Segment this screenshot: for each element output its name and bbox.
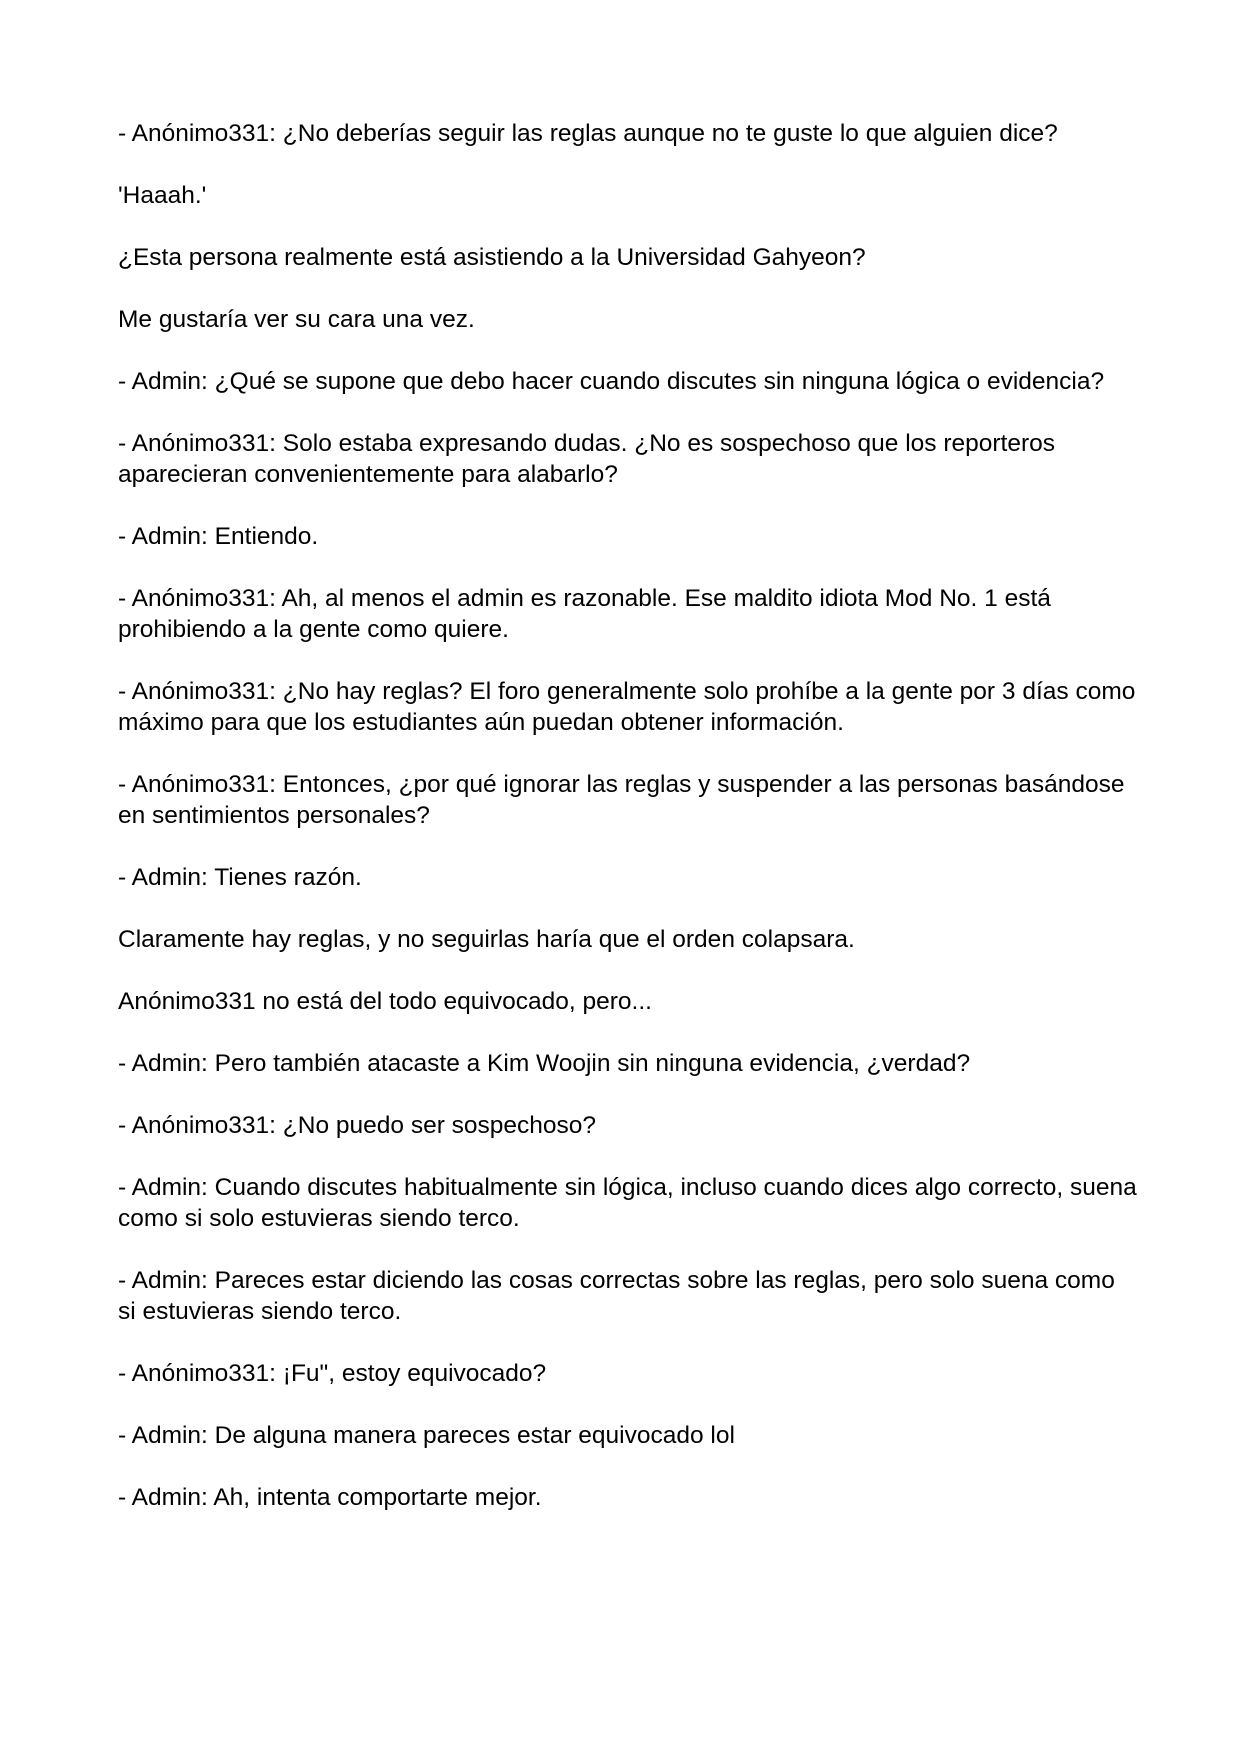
paragraph: ¿Esta persona realmente está asistiendo a la Universidad Gahyeon?	[118, 244, 866, 271]
paragraph: - Admin: ¿Qué se supone que debo hacer cuando discutes sin ninguna lógica o evidencia?	[118, 368, 1105, 395]
paragraph: - Admin: De alguna manera pareces estar equivocado lol	[118, 1422, 735, 1449]
paragraph: - Admin: Pareces estar diciendo las cosas correctas sobre las reglas, pero solo suena como si estuvieras siendo terco.	[118, 1267, 1115, 1325]
paragraph: - Anónimo331: Solo estaba expresando dudas. ¿No es sospechoso que los reporteros aparecieran convenientemente para alabarlo?	[118, 430, 1056, 488]
paragraph: - Admin: Cuando discutes habitualmente sin lógica, incluso cuando dices algo correcto, suena como si solo estuvieras siendo terco.	[118, 1174, 1137, 1232]
paragraph: - Anónimo331: ¿No puedo ser sospechoso?	[118, 1112, 597, 1139]
document-body	[118, 118, 1138, 1544]
paragraph: Anónimo331 no está del todo equivocado, pero...	[118, 988, 652, 1015]
paragraph: Me gustaría ver su cara una vez.	[118, 306, 475, 333]
paragraph: 'Haaah.'	[118, 182, 207, 209]
paragraph: - Anónimo331: Entonces, ¿por qué ignorar las reglas y suspender a las personas basándose en sentimientos personales?	[118, 771, 1125, 829]
paragraph: - Anónimo331: ¡Fu", estoy equivocado?	[118, 1360, 547, 1387]
paragraph: - Admin: Tienes razón.	[118, 864, 362, 891]
paragraph: Claramente hay reglas, y no seguirlas haría que el orden colapsara.	[118, 926, 855, 953]
paragraph: - Anónimo331: ¿No deberías seguir las reglas aunque no te guste lo que alguien dice?	[118, 120, 1058, 147]
paragraph: - Anónimo331: Ah, al menos el admin es razonable. Ese maldito idiota Mod No. 1 está prohibiendo a la gente como quiere.	[118, 585, 1051, 643]
paragraph: - Admin: Entiendo.	[118, 523, 319, 550]
paragraph: - Anónimo331: ¿No hay reglas? El foro generalmente solo prohíbe a la gente por 3 días como máximo para que los estudiantes aún puedan obtener información.	[118, 678, 1136, 736]
paragraph: - Admin: Pero también atacaste a Kim Woojin sin ninguna evidencia, ¿verdad?	[118, 1050, 971, 1077]
paragraph: - Admin: Ah, intenta comportarte mejor.	[118, 1484, 542, 1511]
